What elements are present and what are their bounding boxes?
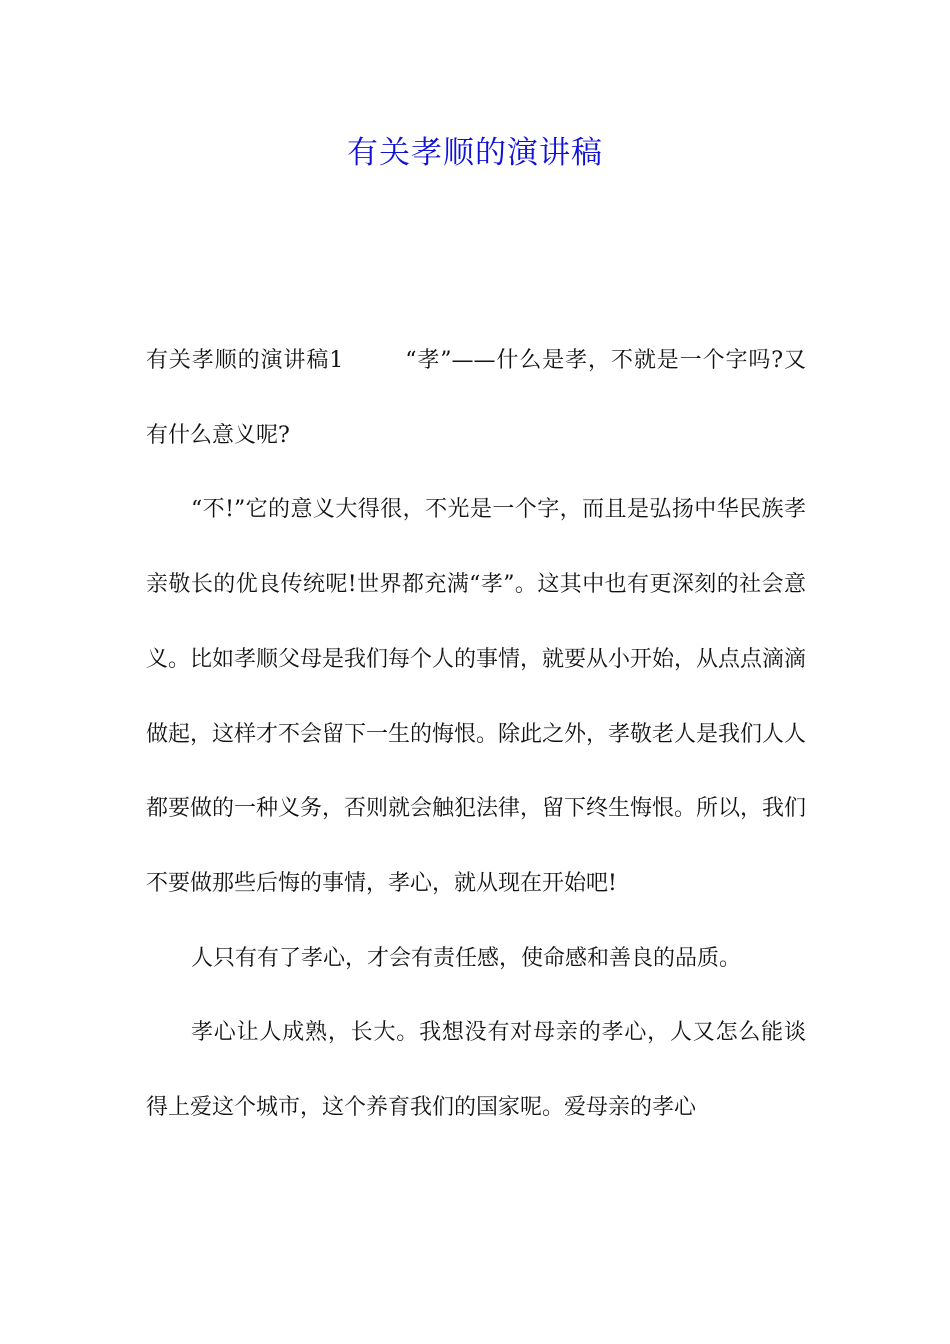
- paragraph-4: 孝心让人成熟，长大。我想没有对母亲的孝心，人又怎么能谈得上爱这个城市，这个养育我们的国家呢。爱母亲的孝心: [146, 1020, 806, 1121]
- document-title: 有关孝顺的演讲稿: [347, 135, 603, 171]
- document-body: [146, 324, 806, 1146]
- paragraph-3: 人只有有了孝心，才会有责任感，使命感和善良的品质。: [191, 945, 742, 971]
- paragraph-2: “不!”它的意义大得很，不光是一个字，而且是弘扬中华民族孝亲敬长的优良传统呢!世界都充满“孝”。这其中也有更深刻的社会意义。比如孝顺父母是我们每个人的事情，就要从小开始，从点点滴滴做起，这样才不会留下一生的悔恨。除此之外，孝敬老人是我们人人都要做的一种义务，否则就会触犯法律，留下终生悔恨。所以，我们不要做那些后悔的事情，孝心，就从现在开始吧!: [146, 497, 807, 896]
- paragraph-1-text: “孝”——什么是孝，不就是一个字吗?又有什么意义呢?: [146, 348, 806, 448]
- section-heading: 有关孝顺的演讲稿1: [146, 348, 344, 373]
- paragraph-1: [146, 324, 806, 473]
